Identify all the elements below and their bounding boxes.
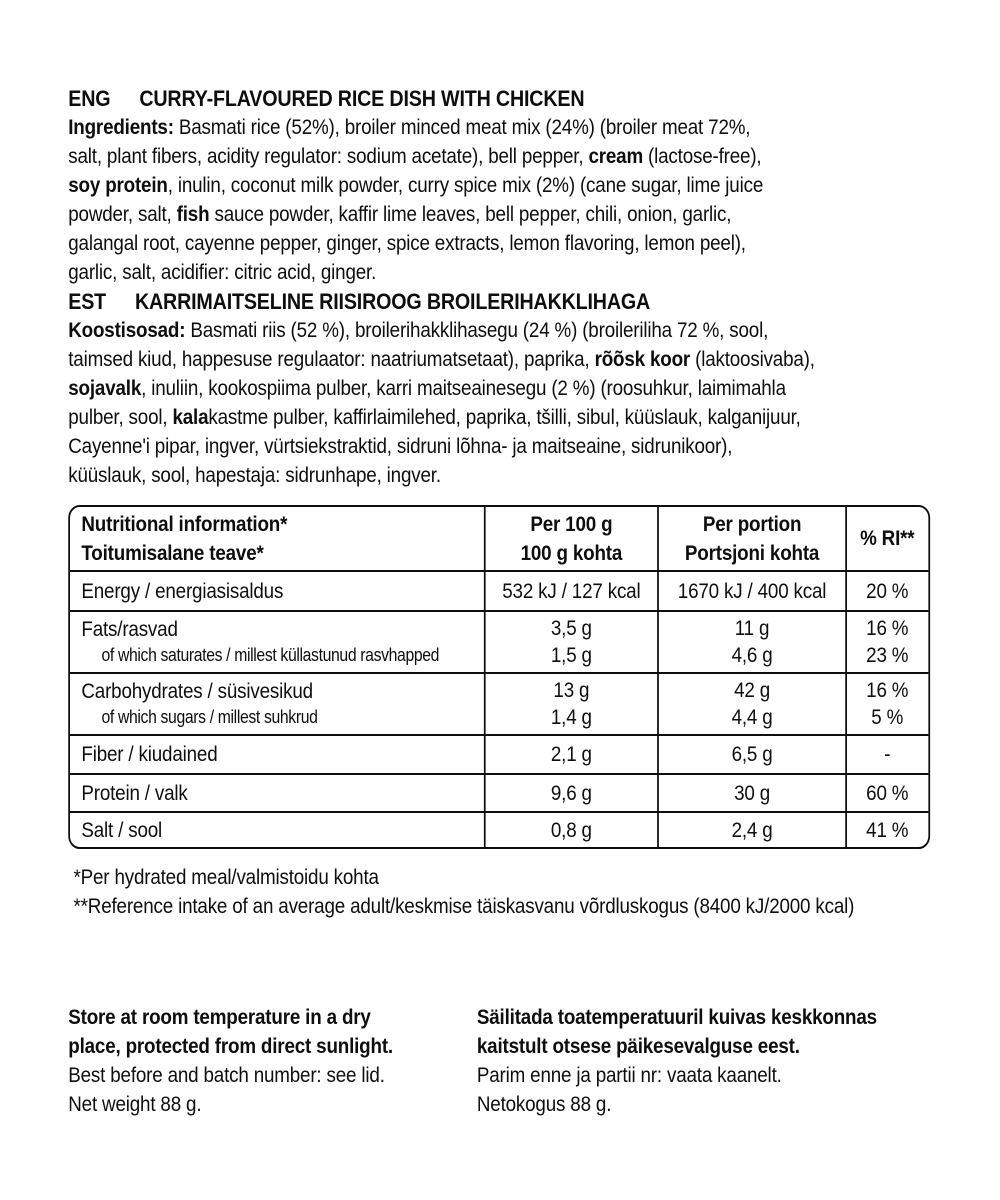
subvalue-per-portion: 4,4 g [731, 705, 773, 729]
storage-en: Store at room temperature in a dry place, protected from direct sunlight. Best before and batch number: see lid. Net weight 88 g. [68, 1005, 393, 1116]
ingredients-en: Ingredients: Basmati rice (52%), broiler minced meat mix (24%) (broiler meat 72%, salt, plant fibers, acidity regulator: sodium acetate), bell pepper, cream (lactose-free), soy protein, inulin, coconut milk powder, curry spice mix (2%) (cane sugar, lime juice powder, salt, fish sauce powder, kaffir lime leaves, bell pepper, chili, onion, garlic, galangal root, cayenne pepper, ginger, spice extracts, lemon flavoring, lemon peel), garlic, salt, acidifier: citric acid, ginger. [68, 115, 764, 284]
ingredients-et: Koostisosad: Basmati riis (52 %), broilerihakklihasegu (24 %) (broileriliha 72 %, sool, taimsed kiud, happesuse regulaator: naatriumatsetaat), paprika, rõõsk koor (laktoosivaba), sojavalk, inuliin, kookospiima pulber, karri maitseainesegu (2 %) (roosuhkur, laimimahla pulber, sool, kalakastme pulber, kaffirlaimilehed, paprika, tšilli, sibul, küüslauk, kalganijuur, Cayenne'i pipar, ingver, vürtsiekstraktid, sidruni lõhna- ja maitseaine, sidrunikoor), küüslauk, sool, hapestaja: sidrunhape, ingver. [68, 318, 815, 487]
product-title-en [68, 84, 1000, 113]
table-row-protein [70, 773, 928, 811]
table-header-row [70, 507, 928, 570]
table-row-energy [70, 570, 928, 610]
value-per-portion: 42 g [734, 678, 771, 702]
subvalue-ri: 5 % [871, 705, 904, 729]
table-row-salt [70, 811, 928, 847]
language-code-et: EST [68, 289, 107, 314]
value-per-portion: 30 g [734, 780, 771, 805]
value-per-portion: 1670 kJ / 400 kcal [677, 578, 827, 603]
value-per-100g: 0,8 g [550, 817, 592, 842]
storage-instructions [68, 1003, 1000, 1119]
header-ri-percent: % RI** [845, 507, 927, 570]
value-per-100g: 13 g [553, 678, 590, 702]
subvalue-per-100g: 1,4 g [550, 705, 592, 729]
header-per-100g: Per 100 g 100 g kohta [484, 507, 657, 570]
nutrient-name: Energy / energiasisaldus [81, 578, 284, 603]
nutrient-name: Salt / sool [81, 817, 163, 842]
language-code-en: ENG [68, 86, 111, 111]
table-row-fiber [70, 734, 928, 773]
value-per-100g: 532 kJ / 127 kcal [502, 578, 641, 603]
value-ri: 16 % [866, 616, 909, 640]
nutrient-name: Protein / valk [81, 780, 188, 805]
value-ri: 60 % [866, 780, 909, 805]
value-ri: 20 % [866, 578, 909, 603]
value-ri: 16 % [866, 678, 909, 702]
value-per-100g: 3,5 g [550, 616, 592, 640]
table-footnotes: *Per hydrated meal/valmistoidu kohta **Reference intake of an average adult/keskmise täiskasvanu võrdluskogus (8400 kJ/2000 kcal) [73, 865, 855, 918]
subvalue-ri: 23 % [866, 643, 909, 667]
storage-et: Säilitada toatemperatuuril kuivas keskkonnas kaitstult otsese päikesevalguse eest. Parim enne ja partii nr: vaata kaanelt. Netokogus 88 g. [476, 1005, 877, 1116]
value-per-portion: 2,4 g [731, 817, 773, 842]
subvalue-per-portion: 4,6 g [731, 643, 773, 667]
product-name-en: CURRY-FLAVOURED RICE DISH WITH CHICKEN [139, 86, 585, 111]
nutrient-name: Carbohydrates / süsivesikud [81, 679, 313, 703]
nutrient-subname: of which saturates / millest küllastunud rasvhapped [101, 645, 440, 665]
value-ri: - [884, 742, 891, 766]
value-per-portion: 6,5 g [731, 742, 773, 766]
nutrient-name: Fats/rasvad [81, 617, 178, 641]
header-per-portion: Per portion Portsjoni kohta [657, 507, 845, 570]
subvalue-per-100g: 1,5 g [550, 643, 592, 667]
value-per-portion: 11 g [734, 616, 770, 640]
nutrient-subname: of which sugars / millest suhkrud [101, 707, 318, 727]
table-row-fats [70, 610, 928, 672]
value-per-100g: 9,6 g [550, 780, 592, 805]
nutrition-table [68, 505, 930, 849]
header-nutritional-info: Nutritional information* Toitumisalane teave* [81, 511, 288, 565]
nutrient-name: Fiber / kiudained [81, 742, 218, 766]
table-row-carbohydrates [70, 672, 928, 734]
product-name-et: KARRIMAITSELINE RIISIROOG BROILERIHAKKLIHAGA [134, 289, 651, 314]
value-ri: 41 % [866, 817, 909, 842]
product-title-et [68, 287, 1000, 316]
value-per-100g: 2,1 g [550, 742, 592, 766]
